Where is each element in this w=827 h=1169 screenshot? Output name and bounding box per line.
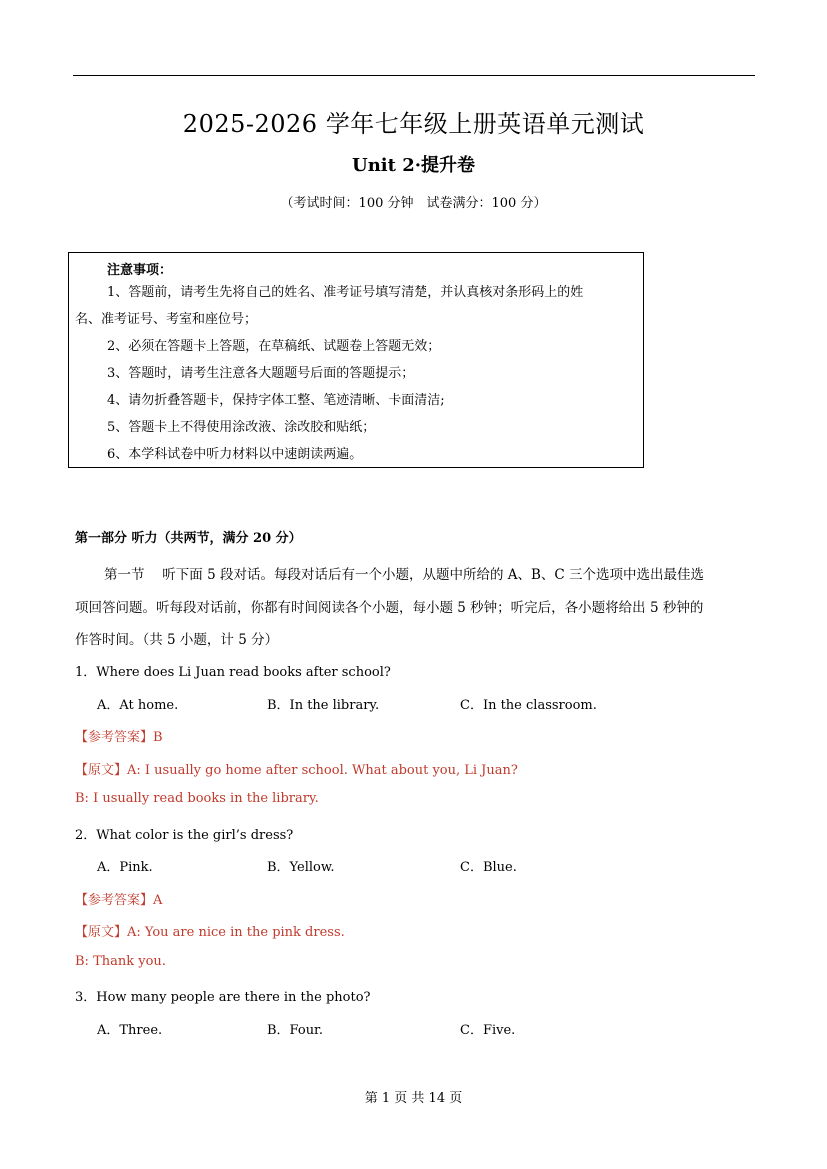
script-line: B: I usually read books in the library. bbox=[75, 791, 319, 806]
option-c: C．Five. bbox=[460, 1023, 516, 1038]
script-line: B: Thank you. bbox=[75, 954, 166, 969]
notice-item: 名、准考证号、考室和座位号； bbox=[75, 312, 258, 327]
option-b: B．In the library. bbox=[267, 698, 380, 713]
option-c: C．Blue. bbox=[460, 860, 517, 875]
question-stem: 3．How many people are there in the photo? bbox=[75, 990, 371, 1005]
script-line: 【原文】A: I usually go home after school. What about you, Li Juan? bbox=[75, 763, 518, 778]
answer-key: 【参考答案】A bbox=[75, 893, 163, 908]
option-c: C．In the classroom. bbox=[460, 698, 597, 713]
question-stem: 2．What color is the girl’s dress? bbox=[75, 828, 294, 843]
page-footer: 第 1 页 共 14 页 bbox=[364, 1091, 463, 1106]
exam-meta: （考试时间：100 分钟 试卷满分：100 分） bbox=[280, 196, 547, 211]
notice-item: 4、请勿折叠答题卡，保持字体工整、笔迹清晰、卡面清洁; bbox=[107, 393, 445, 408]
header-rule bbox=[73, 75, 755, 76]
section-heading: 第一部分 听力（共两节，满分 20 分） bbox=[75, 531, 302, 546]
question-stem: 1．Where does Li Juan read books after school? bbox=[75, 665, 391, 680]
section-intro-line: 项回答问题。听每段对话前，你都有时间阅读各个小题，每小题 5 秒钟；听完后，各小题将给出 5 秒钟的 bbox=[75, 600, 704, 616]
script-line: 【原文】A: You are nice in the pink dress. bbox=[75, 925, 345, 940]
notice-item: 6、本学科试卷中听力材料以中速朗读两遍。 bbox=[107, 447, 363, 462]
option-b: B．Yellow. bbox=[267, 860, 335, 875]
page-title: 2025-2026 学年七年级上册英语单元测试 bbox=[182, 110, 645, 138]
notice-item: 1、答题前，请考生先将自己的姓名、准考证号填写清楚，并认真核对条形码上的姓 bbox=[107, 285, 584, 300]
notice-heading: 注意事项： bbox=[107, 263, 173, 278]
section-intro-line: 第一节 听下面 5 段对话。每段对话后有一个小题，从题中所给的 A、B、C 三个选项中选出最佳选 bbox=[104, 567, 705, 583]
option-b: B．Four. bbox=[267, 1023, 323, 1038]
answer-key: 【参考答案】B bbox=[75, 730, 163, 745]
notice-item: 3、答题时，请考生注意各大题题号后面的答题提示； bbox=[107, 366, 415, 381]
page-subtitle: Unit 2·提升卷 bbox=[352, 155, 475, 176]
option-a: A．Three. bbox=[97, 1023, 163, 1038]
notice-item: 5、答题卡上不得使用涂改液、涂改胶和贴纸； bbox=[107, 420, 376, 435]
notice-box bbox=[68, 252, 644, 468]
option-a: A．At home. bbox=[97, 698, 179, 713]
notice-item: 2、必须在答题卡上答题，在草稿纸、试题卷上答题无效； bbox=[107, 339, 441, 354]
option-a: A．Pink. bbox=[97, 860, 153, 875]
section-intro-line: 作答时间。（共 5 小题，计 5 分） bbox=[75, 632, 279, 648]
